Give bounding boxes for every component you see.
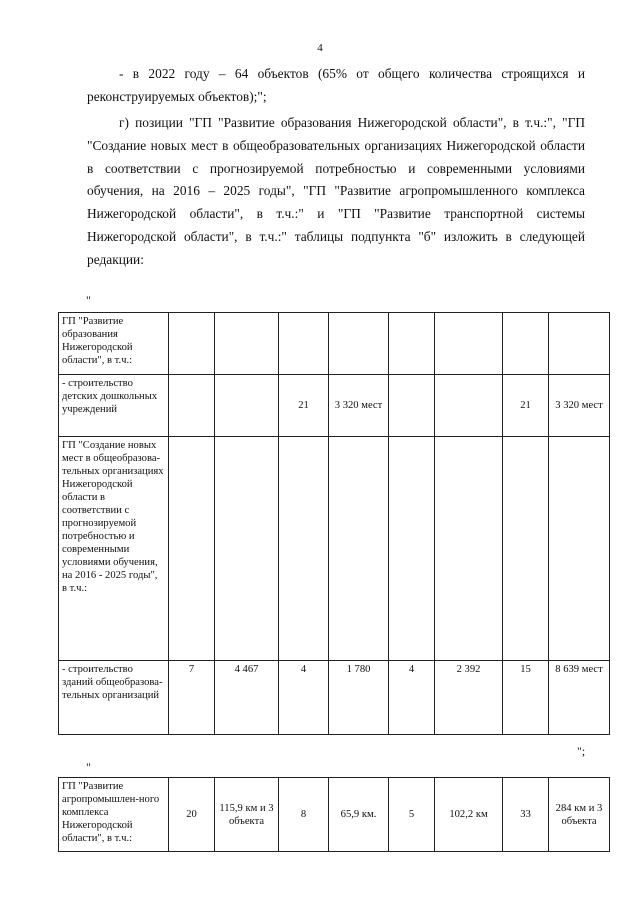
table-cell	[389, 437, 435, 661]
table-row	[59, 313, 610, 375]
table-cell-name: ГП "Развитие агропромышлен-ного комплекса Нижегородской области", в т.ч.:	[59, 778, 169, 852]
table-cell	[215, 313, 279, 375]
table-2	[58, 777, 610, 852]
table-cell	[169, 375, 215, 437]
table-cell: 3 320 мест	[549, 375, 610, 437]
table-cell: 5	[389, 778, 435, 852]
table-cell: 21	[503, 375, 549, 437]
paragraph-1-text: - в 2022 году – 64 объектов (65% от общего количества строящихся и реконструируемых объектов);";	[87, 66, 585, 104]
table-cell	[215, 375, 279, 437]
table-cell: 15	[503, 661, 549, 735]
page-number: 4	[317, 42, 323, 54]
table-cell	[549, 437, 610, 661]
quote-open-2: "	[86, 760, 91, 774]
table-cell: 102,2 км	[435, 778, 503, 852]
table-cell	[279, 437, 329, 661]
table-cell: 2 392	[435, 661, 503, 735]
table-cell	[435, 375, 503, 437]
table-cell: 65,9 км.	[329, 778, 389, 852]
table-cell	[435, 437, 503, 661]
table-cell	[169, 313, 215, 375]
table-cell	[435, 313, 503, 375]
table-cell: 8 639 мест	[549, 661, 610, 735]
table-cell: 115,9 км и 3 объекта	[215, 778, 279, 852]
quote-open-1: "	[86, 293, 91, 307]
table-cell	[215, 437, 279, 661]
table-cell	[389, 313, 435, 375]
table-cell: 1 780	[329, 661, 389, 735]
paragraph-1	[87, 63, 585, 109]
table-cell: 20	[169, 778, 215, 852]
table-cell-name: ГП "Создание новых мест в общеобразова-тельных организациях Нижегородской области в соответствии с прогнозируемой потребностью и современными условиями обучения, на 2016 - 2025 годы", в т.ч.:	[59, 437, 169, 661]
table-row	[59, 437, 610, 661]
table-cell: 21	[279, 375, 329, 437]
table-cell: 284 км и 3 объекта	[549, 778, 610, 852]
table-cell-name: ГП "Развитие образования Нижегородской области", в т.ч.:	[59, 313, 169, 375]
table-cell	[503, 437, 549, 661]
table-cell	[279, 313, 329, 375]
table-1	[58, 312, 610, 735]
table-cell: 7	[169, 661, 215, 735]
table-cell	[329, 437, 389, 661]
table-cell: 4 467	[215, 661, 279, 735]
table-cell-name: - строительство зданий общеобразова-тельных организаций	[59, 661, 169, 735]
table-row	[59, 661, 610, 735]
paragraph-2-text: г) позиции "ГП "Развитие образования Нижегородской области", в т.ч.:", "ГП "Создание новых мест в общеобразовательных организациях Нижегородской области в соответствии с прогнозируемой потребностью и современными условиями обучения, на 2016 – 2025 годы", "ГП "Развитие агропромышленного комплекса Нижегородской области", в т.ч.:" и "ГП "Развитие транспортной системы Нижегородской области", в т.ч.:" таблицы подпункта "б" изложить в следующей редакции:	[87, 115, 585, 267]
table-cell	[503, 313, 549, 375]
quote-close-1: ";	[577, 744, 586, 758]
paragraph-2	[87, 112, 585, 272]
table-cell	[169, 437, 215, 661]
table-cell-name: - строительство детских дошкольных учреждений	[59, 375, 169, 437]
table-cell: 4	[279, 661, 329, 735]
table-row	[59, 778, 610, 852]
table-cell	[329, 313, 389, 375]
table-cell	[389, 375, 435, 437]
table-cell	[549, 313, 610, 375]
table-cell: 8	[279, 778, 329, 852]
table-cell: 4	[389, 661, 435, 735]
table-cell: 3 320 мест	[329, 375, 389, 437]
table-cell: 33	[503, 778, 549, 852]
table-row	[59, 375, 610, 437]
